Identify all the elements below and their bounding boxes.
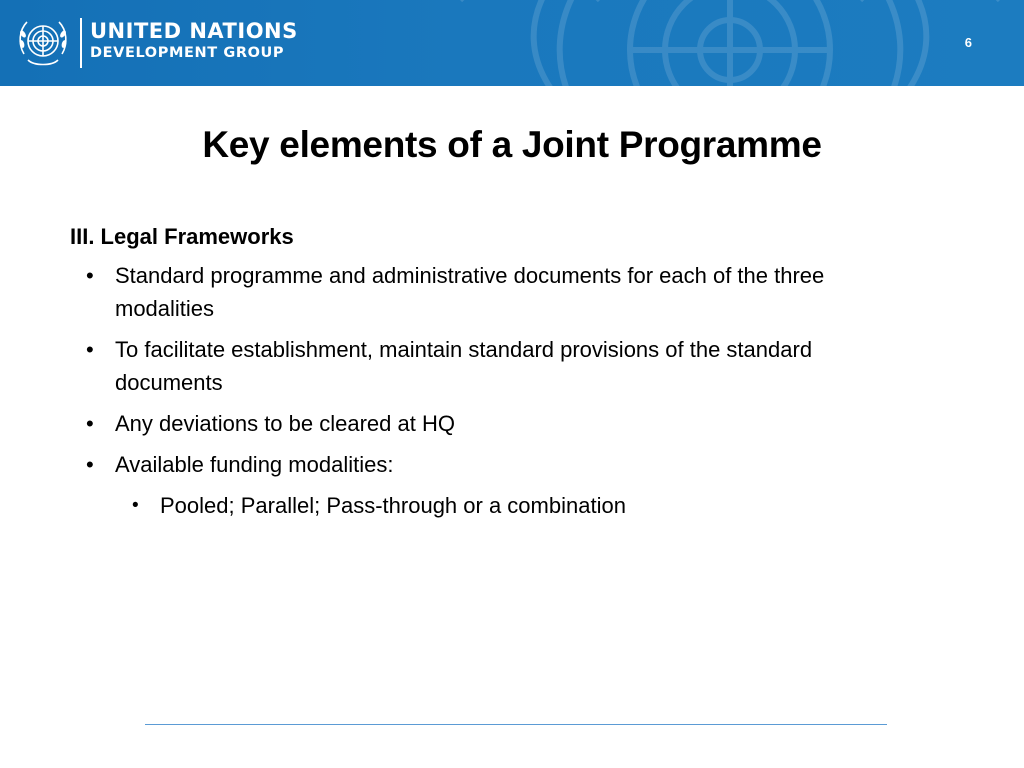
sub-bullet-text: Pooled; Parallel; Pass-through or a combination	[160, 493, 626, 518]
bullet-text: To facilitate establishment, maintain standard provisions of the standard documents	[115, 337, 813, 395]
bullet-dot-icon: •	[86, 452, 94, 477]
bullet-text: Available funding modalities:	[115, 452, 394, 477]
un-emblem-icon	[14, 14, 72, 72]
section-heading: III. Legal Frameworks	[70, 224, 294, 249]
sub-bullet-list	[115, 489, 870, 522]
bullet-dot-icon: •	[86, 411, 94, 436]
org-name-line1: UNITED NATIONS	[90, 19, 298, 43]
laurel-watermark-icon	[380, 0, 1024, 86]
org-logo-text	[90, 21, 298, 61]
footer-rule	[145, 724, 887, 725]
bullet-list	[70, 259, 870, 522]
bullet-text: Any deviations to be cleared at HQ	[115, 411, 455, 436]
slide-title: Key elements of a Joint Programme	[202, 124, 822, 165]
sub-bullet-dot-icon: •	[132, 495, 139, 516]
bullet-dot-icon: •	[86, 337, 94, 362]
bullet-text: Standard programme and administrative documents for each of the three modalities	[115, 263, 825, 321]
sub-bullet-item	[115, 489, 870, 522]
slide-body	[70, 220, 870, 530]
bullet-item	[70, 407, 870, 440]
bullet-dot-icon: •	[86, 263, 94, 288]
slide-number: 6	[964, 35, 972, 50]
bullet-item	[70, 333, 870, 399]
bullet-item	[70, 259, 870, 325]
bullet-item	[70, 448, 870, 522]
header-bar	[0, 0, 1024, 86]
logo-divider	[80, 18, 82, 68]
org-name-line2: DEVELOPMENT GROUP	[90, 45, 285, 61]
